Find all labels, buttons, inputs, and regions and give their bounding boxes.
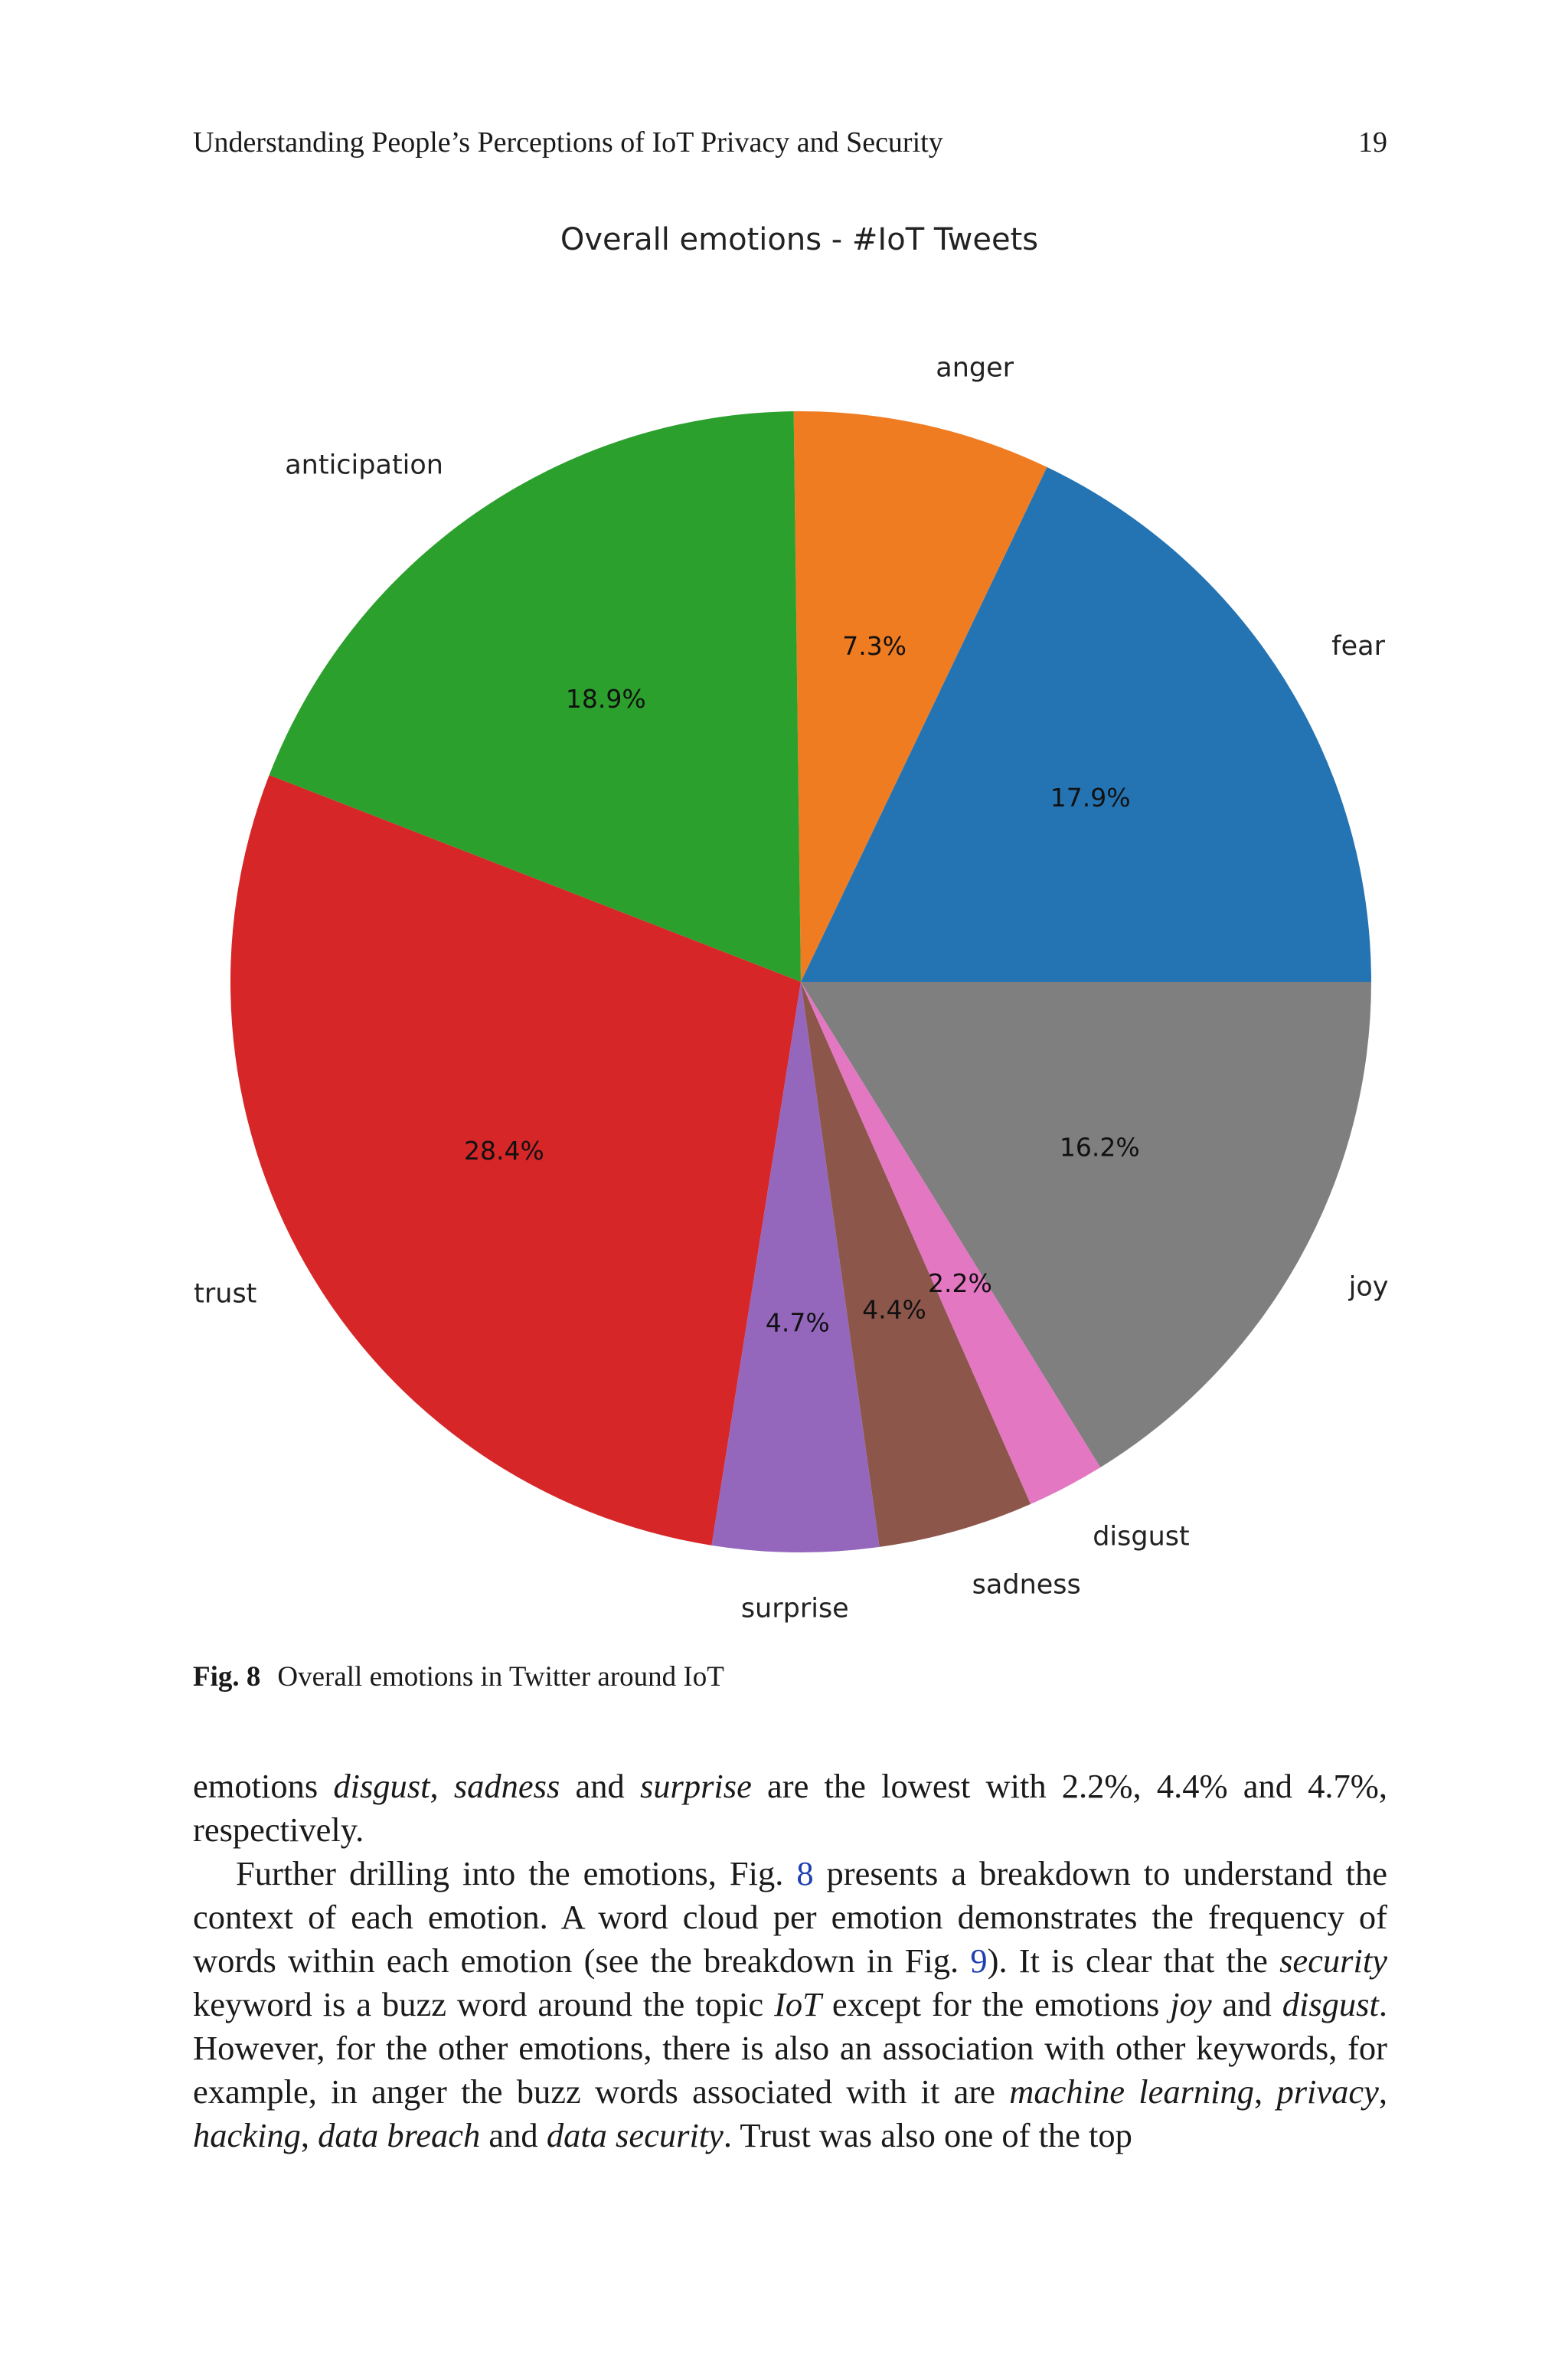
emphasis: sadness bbox=[453, 1767, 560, 1805]
paragraph-2 bbox=[193, 1852, 1387, 2157]
category-label-trust: trust bbox=[194, 1278, 257, 1310]
figure-label: Fig. 8 bbox=[193, 1661, 261, 1693]
category-label-surprise: surprise bbox=[740, 1593, 849, 1624]
figure-9-link[interactable]: 9 bbox=[970, 1941, 988, 1980]
chart-title: Overall emotions - #IoT Tweets bbox=[560, 222, 1039, 257]
emotions-pie-chart bbox=[0, 184, 1568, 1639]
text-span: and bbox=[1211, 1985, 1282, 2023]
emphasis: joy bbox=[1170, 1985, 1212, 2023]
pct-label-fear: 17.9% bbox=[1050, 783, 1131, 813]
text-span: . Trust was also one of the top bbox=[723, 2116, 1132, 2154]
running-title: Understanding People’s Perceptions of IoT Privacy and Security bbox=[193, 126, 943, 159]
text-span: , bbox=[1254, 2072, 1277, 2111]
emphasis: privacy bbox=[1276, 2072, 1379, 2111]
category-label-anticipation: anticipation bbox=[285, 450, 444, 481]
emphasis: hacking bbox=[193, 2116, 301, 2154]
emphasis: data breach bbox=[318, 2116, 481, 2154]
pct-label-trust: 28.4% bbox=[463, 1136, 544, 1166]
text-span: emotions bbox=[193, 1767, 334, 1805]
text-span: keyword is a buzz word around the topic bbox=[193, 1985, 775, 2023]
text-span: ). It is clear that the bbox=[987, 1941, 1280, 1980]
running-header bbox=[193, 126, 1387, 172]
category-label-sadness: sadness bbox=[972, 1569, 1081, 1601]
text-span: except for the emotions bbox=[821, 1985, 1171, 2023]
emphasis: security bbox=[1279, 1941, 1387, 1980]
pct-label-anticipation: 18.9% bbox=[565, 684, 646, 715]
category-label-disgust: disgust bbox=[1093, 1521, 1190, 1552]
text-span: and bbox=[560, 1767, 640, 1805]
text-span: presents a breakdown to understand the context of each emotion. A word cloud per emotion demonstrates the frequency of words within each emotion (see the breakdown in Fig. bbox=[193, 1854, 1387, 1980]
text-span: . However, for the other emotions, there is also an association with other keywords, for example, in anger the buzz words associated with it are bbox=[193, 1985, 1387, 2111]
figure-caption-text: Overall emotions in Twitter around IoT bbox=[277, 1661, 724, 1693]
emphasis: surprise bbox=[639, 1767, 752, 1805]
pct-label-surprise: 4.7% bbox=[765, 1307, 830, 1338]
pct-label-joy: 16.2% bbox=[1059, 1132, 1140, 1163]
page-number: 19 bbox=[1358, 126, 1387, 159]
text-span: Further drilling into the emotions, Fig. bbox=[236, 1854, 797, 1892]
pct-label-anger: 7.3% bbox=[842, 630, 907, 661]
emphasis: machine learning bbox=[1009, 2072, 1255, 2111]
emphasis: disgust bbox=[1282, 1985, 1379, 2023]
emphasis: IoT bbox=[774, 1985, 822, 2023]
figure-8-link[interactable]: 8 bbox=[796, 1854, 814, 1892]
body-text bbox=[193, 1765, 1387, 2157]
paragraph-1 bbox=[193, 1765, 1387, 1852]
emphasis: disgust bbox=[333, 1767, 430, 1805]
text-span: are the lowest with 2.2%, 4.4% and 4.7%, respectively. bbox=[193, 1767, 1387, 1849]
text-span: and bbox=[480, 2116, 547, 2154]
category-label-joy: joy bbox=[1348, 1271, 1389, 1303]
category-label-anger: anger bbox=[936, 352, 1014, 384]
text-span: , bbox=[1378, 2072, 1387, 2111]
pct-label-disgust: 2.2% bbox=[928, 1268, 992, 1299]
pct-label-sadness: 4.4% bbox=[862, 1294, 926, 1325]
text-span: , bbox=[300, 2116, 318, 2154]
category-label-fear: fear bbox=[1331, 631, 1386, 662]
pie-slices bbox=[230, 411, 1371, 1552]
text-span: , bbox=[430, 1767, 454, 1805]
emphasis: data security bbox=[546, 2116, 724, 2154]
figure-caption bbox=[193, 1660, 1387, 1693]
